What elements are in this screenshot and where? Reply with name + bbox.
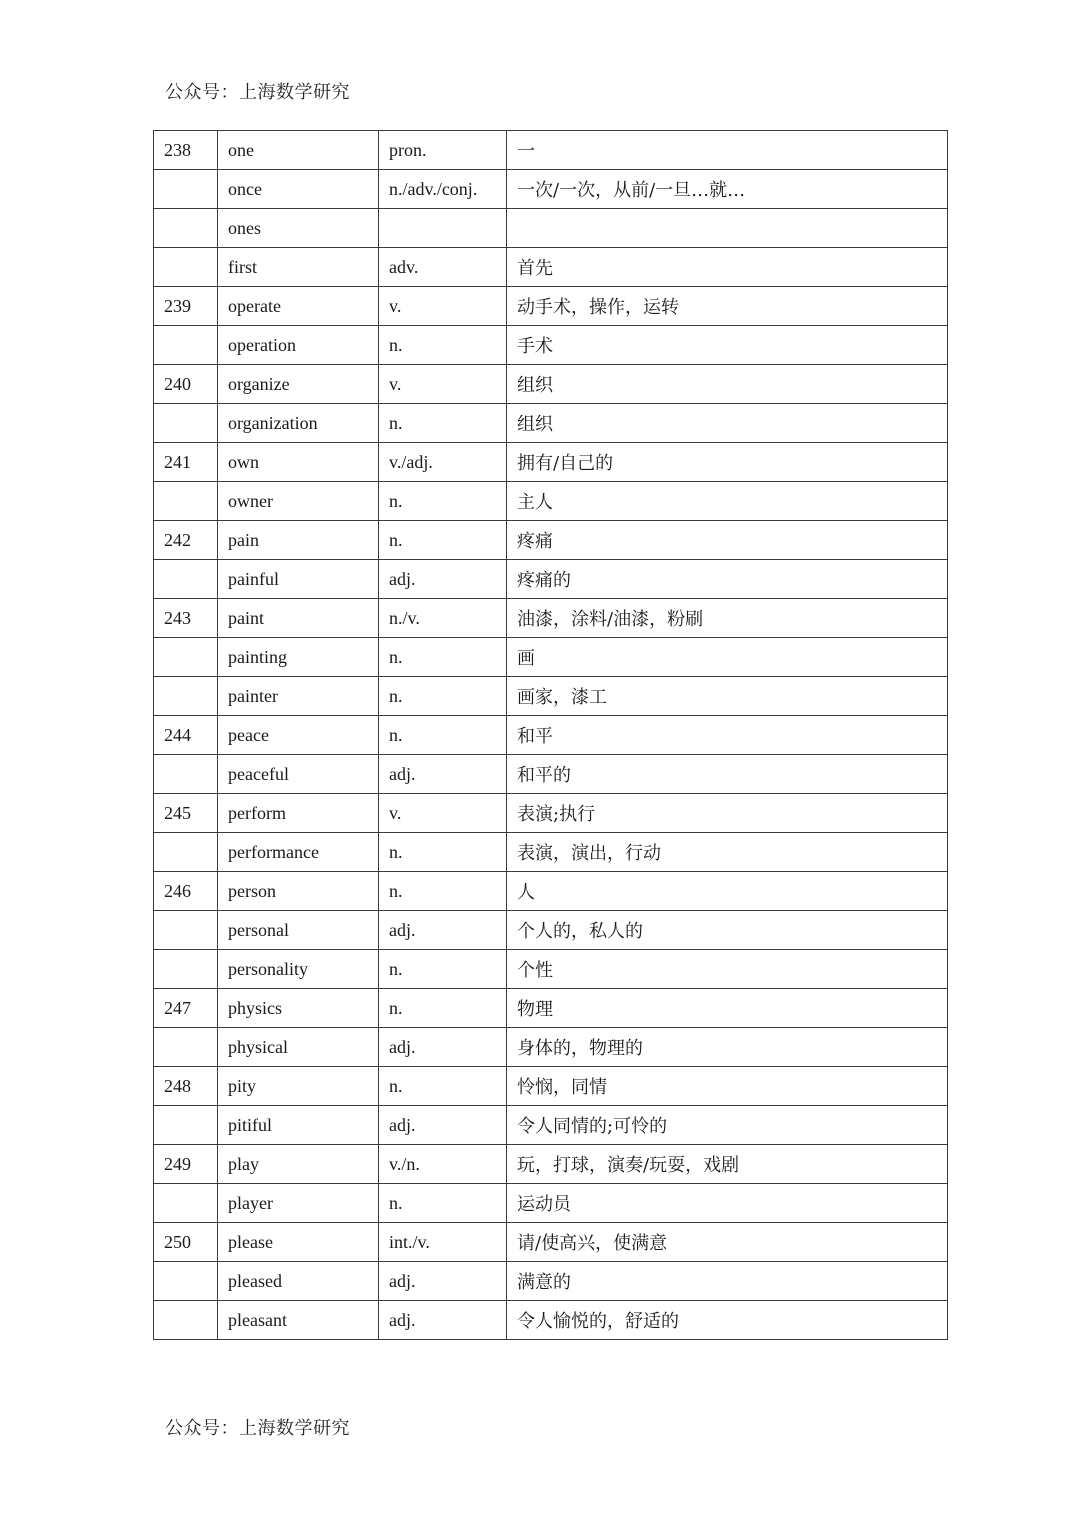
- entry-meaning: 画: [507, 638, 948, 677]
- table-row: [154, 1067, 948, 1106]
- entry-meaning: 怜悯，同情: [507, 1067, 948, 1106]
- entry-meaning: 一: [507, 131, 948, 170]
- entry-part-of-speech: v.: [379, 365, 507, 404]
- entry-number: [154, 404, 218, 443]
- entry-number: 248: [154, 1067, 218, 1106]
- entry-word: once: [218, 170, 379, 209]
- entry-number: 249: [154, 1145, 218, 1184]
- entry-number: [154, 833, 218, 872]
- entry-word: personality: [218, 950, 379, 989]
- entry-word: physics: [218, 989, 379, 1028]
- entry-number: [154, 911, 218, 950]
- entry-number: 238: [154, 131, 218, 170]
- entry-meaning: 画家，漆工: [507, 677, 948, 716]
- entry-word: organize: [218, 365, 379, 404]
- table-row: [154, 170, 948, 209]
- entry-word: painful: [218, 560, 379, 599]
- entry-meaning: 油漆，涂料/油漆，粉刷: [507, 599, 948, 638]
- entry-part-of-speech: n.: [379, 872, 507, 911]
- entry-word: pitiful: [218, 1106, 379, 1145]
- entry-word: paint: [218, 599, 379, 638]
- table-row: [154, 950, 948, 989]
- table-row: [154, 638, 948, 677]
- entry-word: first: [218, 248, 379, 287]
- entry-number: [154, 1301, 218, 1340]
- entry-part-of-speech: adv.: [379, 248, 507, 287]
- entry-number: [154, 677, 218, 716]
- entry-number: 246: [154, 872, 218, 911]
- entry-meaning: 令人愉悦的，舒适的: [507, 1301, 948, 1340]
- entry-meaning: 动手术，操作，运转: [507, 287, 948, 326]
- table-row: [154, 1028, 948, 1067]
- entry-part-of-speech: n.: [379, 326, 507, 365]
- entry-word: perform: [218, 794, 379, 833]
- table-row: [154, 443, 948, 482]
- entry-part-of-speech: n.: [379, 1067, 507, 1106]
- table-row: [154, 911, 948, 950]
- entry-meaning: 主人: [507, 482, 948, 521]
- entry-part-of-speech: adj.: [379, 1262, 507, 1301]
- entry-meaning: 组织: [507, 404, 948, 443]
- entry-meaning: 身体的，物理的: [507, 1028, 948, 1067]
- entry-word: owner: [218, 482, 379, 521]
- entry-part-of-speech: n.: [379, 482, 507, 521]
- entry-word: personal: [218, 911, 379, 950]
- entry-word: one: [218, 131, 379, 170]
- table-row: [154, 716, 948, 755]
- entry-part-of-speech: n./v.: [379, 599, 507, 638]
- entry-meaning: 组织: [507, 365, 948, 404]
- entry-number: [154, 170, 218, 209]
- entry-word: physical: [218, 1028, 379, 1067]
- entry-meaning: 令人同情的;可怜的: [507, 1106, 948, 1145]
- entry-meaning: 请/使高兴，使满意: [507, 1223, 948, 1262]
- table-row: [154, 287, 948, 326]
- entry-part-of-speech: n.: [379, 1184, 507, 1223]
- entry-number: [154, 1262, 218, 1301]
- entry-part-of-speech: [379, 209, 507, 248]
- table-row: [154, 209, 948, 248]
- entry-meaning: 玩，打球，演奏/玩耍，戏剧: [507, 1145, 948, 1184]
- entry-part-of-speech: n.: [379, 833, 507, 872]
- vocabulary-table-body: [154, 131, 948, 1340]
- entry-number: [154, 950, 218, 989]
- entry-part-of-speech: adj.: [379, 1301, 507, 1340]
- entry-meaning: 疼痛: [507, 521, 948, 560]
- entry-number: [154, 209, 218, 248]
- table-row: [154, 989, 948, 1028]
- table-row: [154, 677, 948, 716]
- entry-word: pain: [218, 521, 379, 560]
- entry-part-of-speech: n.: [379, 521, 507, 560]
- entry-word: person: [218, 872, 379, 911]
- entry-word: player: [218, 1184, 379, 1223]
- table-row: [154, 1262, 948, 1301]
- entry-number: 245: [154, 794, 218, 833]
- entry-word: peaceful: [218, 755, 379, 794]
- page-header: 公众号：上海数学研究: [165, 82, 350, 103]
- table-row: [154, 131, 948, 170]
- table-row: [154, 833, 948, 872]
- table-row: [154, 599, 948, 638]
- table-row: [154, 326, 948, 365]
- entry-number: [154, 560, 218, 599]
- entry-part-of-speech: adj.: [379, 560, 507, 599]
- entry-part-of-speech: adj.: [379, 1106, 507, 1145]
- entry-part-of-speech: v.: [379, 794, 507, 833]
- entry-number: [154, 1184, 218, 1223]
- entry-part-of-speech: n.: [379, 638, 507, 677]
- entry-number: 239: [154, 287, 218, 326]
- entry-part-of-speech: n./adv./conj.: [379, 170, 507, 209]
- entry-part-of-speech: adj.: [379, 755, 507, 794]
- entry-part-of-speech: int./v.: [379, 1223, 507, 1262]
- entry-meaning: 表演;执行: [507, 794, 948, 833]
- entry-meaning: 和平的: [507, 755, 948, 794]
- entry-word: operate: [218, 287, 379, 326]
- entry-number: [154, 1106, 218, 1145]
- entry-number: 242: [154, 521, 218, 560]
- entry-word: performance: [218, 833, 379, 872]
- table-row: [154, 794, 948, 833]
- table-row: [154, 1145, 948, 1184]
- entry-word: pity: [218, 1067, 379, 1106]
- table-row: [154, 404, 948, 443]
- entry-word: ones: [218, 209, 379, 248]
- entry-part-of-speech: adj.: [379, 1028, 507, 1067]
- entry-number: 240: [154, 365, 218, 404]
- entry-part-of-speech: v./adj.: [379, 443, 507, 482]
- entry-meaning: 物理: [507, 989, 948, 1028]
- table-row: [154, 521, 948, 560]
- table-row: [154, 1106, 948, 1145]
- entry-meaning: 拥有/自己的: [507, 443, 948, 482]
- entry-meaning: 运动员: [507, 1184, 948, 1223]
- entry-part-of-speech: n.: [379, 950, 507, 989]
- entry-meaning: 人: [507, 872, 948, 911]
- entry-part-of-speech: n.: [379, 716, 507, 755]
- entry-word: please: [218, 1223, 379, 1262]
- table-row: [154, 1223, 948, 1262]
- entry-part-of-speech: pron.: [379, 131, 507, 170]
- entry-part-of-speech: v./n.: [379, 1145, 507, 1184]
- entry-part-of-speech: n.: [379, 404, 507, 443]
- entry-part-of-speech: n.: [379, 677, 507, 716]
- entry-number: 247: [154, 989, 218, 1028]
- entry-meaning: 满意的: [507, 1262, 948, 1301]
- entry-word: painter: [218, 677, 379, 716]
- entry-word: operation: [218, 326, 379, 365]
- entry-word: organization: [218, 404, 379, 443]
- entry-meaning: 个人的，私人的: [507, 911, 948, 950]
- entry-part-of-speech: n.: [379, 989, 507, 1028]
- entry-number: [154, 248, 218, 287]
- entry-word: pleasant: [218, 1301, 379, 1340]
- entry-word: pleased: [218, 1262, 379, 1301]
- entry-meaning: 一次/一次，从前/一旦…就…: [507, 170, 948, 209]
- table-row: [154, 1301, 948, 1340]
- entry-number: 244: [154, 716, 218, 755]
- entry-meaning: 表演，演出，行动: [507, 833, 948, 872]
- entry-part-of-speech: v.: [379, 287, 507, 326]
- entry-word: play: [218, 1145, 379, 1184]
- entry-number: 250: [154, 1223, 218, 1262]
- entry-word: painting: [218, 638, 379, 677]
- entry-number: [154, 326, 218, 365]
- entry-number: [154, 638, 218, 677]
- page-footer: 公众号：上海数学研究: [165, 1418, 350, 1439]
- entry-number: 243: [154, 599, 218, 638]
- entry-word: peace: [218, 716, 379, 755]
- entry-meaning: 手术: [507, 326, 948, 365]
- table-row: [154, 482, 948, 521]
- table-row: [154, 248, 948, 287]
- table-row: [154, 872, 948, 911]
- entry-meaning: 和平: [507, 716, 948, 755]
- entry-meaning: 疼痛的: [507, 560, 948, 599]
- table-row: [154, 365, 948, 404]
- entry-part-of-speech: adj.: [379, 911, 507, 950]
- vocabulary-table: [153, 130, 948, 1340]
- entry-number: [154, 755, 218, 794]
- entry-number: [154, 1028, 218, 1067]
- entry-number: 241: [154, 443, 218, 482]
- table-row: [154, 755, 948, 794]
- entry-meaning: 首先: [507, 248, 948, 287]
- table-row: [154, 560, 948, 599]
- entry-number: [154, 482, 218, 521]
- entry-word: own: [218, 443, 379, 482]
- table-row: [154, 1184, 948, 1223]
- entry-meaning: [507, 209, 948, 248]
- entry-meaning: 个性: [507, 950, 948, 989]
